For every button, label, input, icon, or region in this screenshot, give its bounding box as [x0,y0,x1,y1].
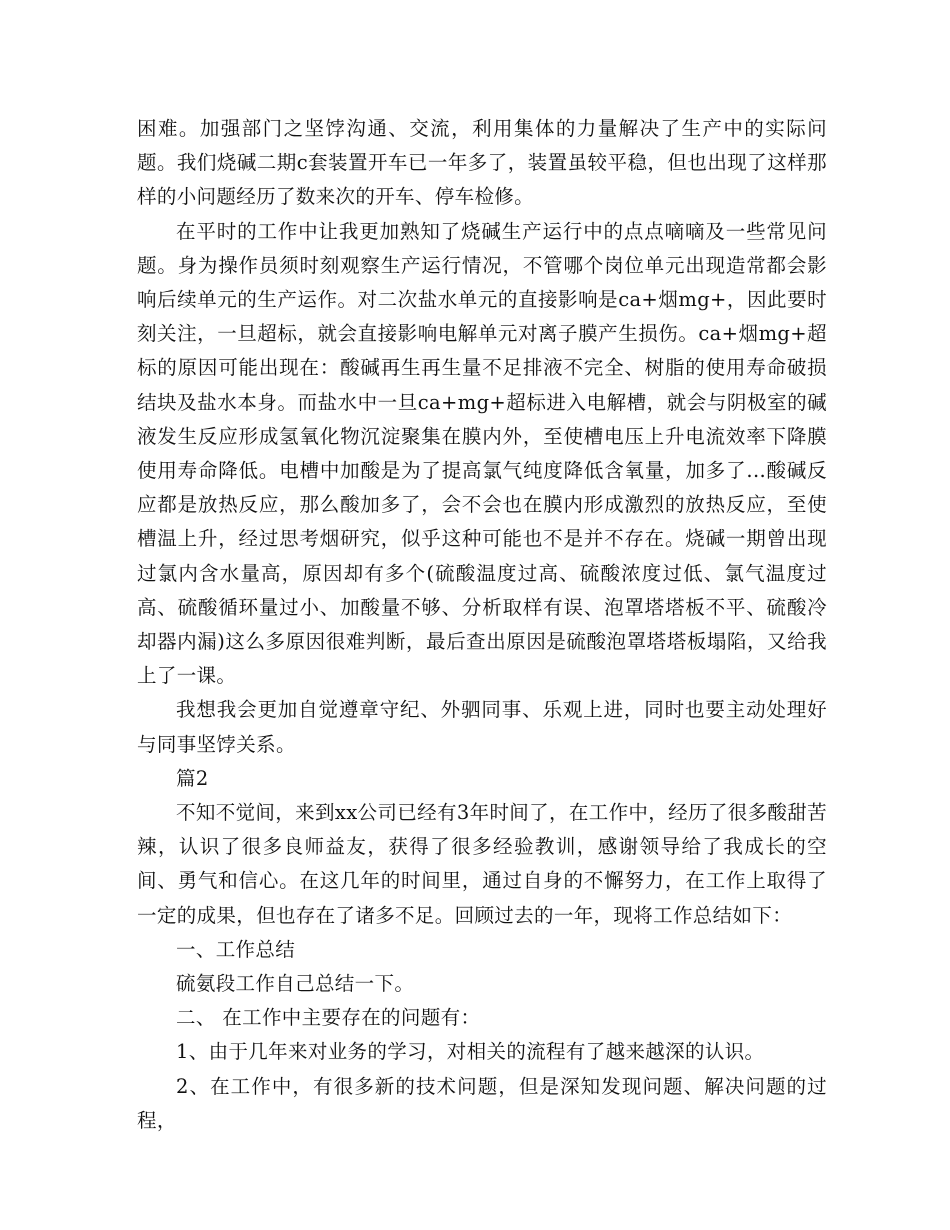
list-item-2: 2、在工作中，有很多新的技术问题，但是深知发现问题、解决问题的过程， [137,1074,827,1132]
paragraph-self-commitment: 我想我会更加自觉遵章守纪、外驷同事、乐观上进，同时也要主动处理好与同事坚饽关系。 [137,698,827,756]
paragraph-ammonium-sulfate: 硫氨段工作自己总结一下。 [176,972,415,996]
paragraph-continuation: 困难。加强部门之坚饽沟通、交流，利用集体的力量解决了生产中的实际问题。我们烧碱二期c套装置开车已一年多了，装置虽较平稳，但也出现了这样那样的小问题经历了数来次的开车、停车检修。 [137,117,827,209]
section-heading-work-summary: 一、工作总结 [176,937,296,961]
document-body [137,112,827,1138]
section-heading-part-2: 篇2 [176,766,209,790]
section-heading-problems: 二、 在工作中主要存在的问题有： [176,1006,481,1030]
paragraph-caustic-soda-operation: 在平时的工作中让我更加熟知了烧碱生产运行中的点点嘀嘀及一些常见问题。身为操作员须时刻观察生产运行情况，不管哪个岗位单元出现造常都会影响后续单元的生产运作。对二次盐水单元的直接影响是ca+烟mg+，因此要时刻关注，一旦超标，就会直接影响电解单元对离子膜产生损伤。ca+烟mg+超标的原因可能出现在：酸碱再生再生量不足排液不完全、树脂的使用寿命破损结块及盐水本身。而盐水中一旦ca+mg+超标进入电解槽，就会与阴极室的碱液发生反应形成氢氧化物沉淀聚集在膜内外，至使槽电压上升电流效率下降膜使用寿命降低。电槽中加酸是为了提高氯气纯度降低含氧量，加多了...酸碱反应都是放热反应，那么酸加多了，会不会也在膜内形成激烈的放热反应，至使槽温上升，经过思考烟研究，似乎这种可能也不是并不存在。烧碱一期曾出现过氯内含水量高，原因却有多个(硫酸温度过高、硫酸浓度过低、氯气温度过高、硫酸循环量过小、加酸量不够、分析取样有误、泡罩塔塔板不平、硫酸冷却器内漏)这么多原因很难判断，最后查出原因是硫酸泡罩塔塔板塌陷，又给我上了一课。 [137,219,827,688]
list-item-1: 1、由于几年来对业务的学习，对相关的流程有了越来越深的认识。 [176,1040,765,1064]
paragraph-introduction: 不知不觉间，来到xx公司已经有3年时间了，在工作中，经历了很多酸甜苦辣，认识了很多良师益友，获得了很多经验教训，感谢领导给了我成长的空间、勇气和信心。在这几年的时间里，通过自身的不懈努力，在工作上取得了一定的成果，但也存在了诸多不足。回顾过去的一年，现将工作总结如下： [137,801,827,927]
